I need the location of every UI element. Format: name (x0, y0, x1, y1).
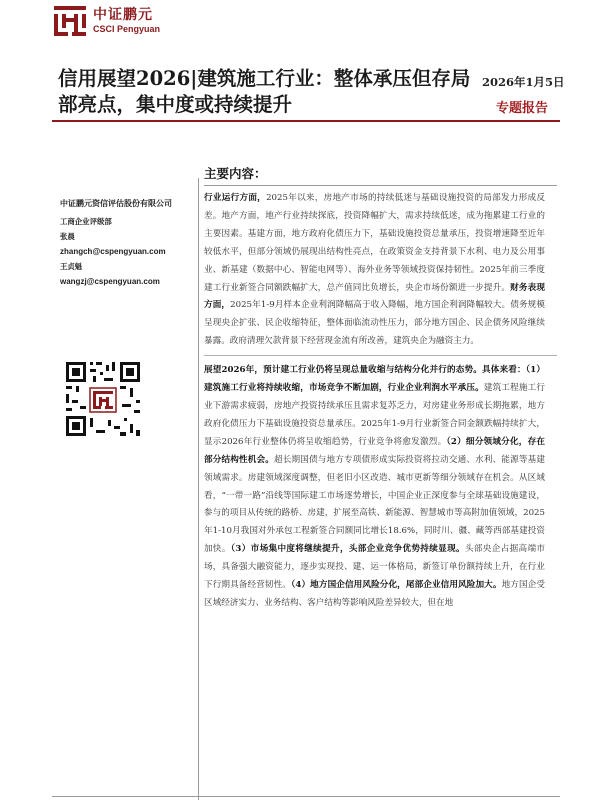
logo-english-name: CSCI Pengyuan (93, 24, 161, 34)
vertical-divider (198, 178, 199, 800)
paragraph-industry-operation (204, 190, 545, 351)
report-title: 信用展望2026|建筑施工行业：整体承压但存局部亮点，集中度或持续提升 (58, 67, 471, 116)
company-logo (54, 6, 160, 36)
report-date: 2026年1月5日 (482, 75, 565, 89)
qr-code-icon (64, 360, 142, 438)
paragraph-divider (204, 355, 557, 356)
content-divider (204, 185, 557, 186)
footer-divider (52, 796, 560, 797)
sidebar-info (60, 196, 200, 289)
outlook-text-3: 头部央企占据高端市场，具备强大融资能力，逐步实现投、建、运一体格局，新签订单份额持续上升，在行业下行期具备经营韧性。 (204, 544, 545, 591)
outlook-text-2: 超长期国债与地方专项债形成实际投资将拉动交通、水利、能源等基建领域需求。房建领域深度调整，但老旧小区改造、城市更新等细分领域存在机会。从区域看，“一带一路”沿线等国际建工市场逐势增长，中国企业正深度参与全球基础设施建设，参与的项目从传统的路桥、房建，扩展至高铁、新能源、智慧城市等高附加值领域，2025年1-10月我国对外承包工程新签合同额同比增长18.6%，同时川、疆、藏等西部基建投资加快。 (204, 454, 545, 555)
report-type: 专题报告 (496, 101, 549, 116)
analyst-email[interactable]: wangzj@cspengyuan.com (60, 277, 160, 286)
lead-industry-operation: 行业运行方面， (204, 193, 267, 203)
text-industry-operation: 2025年以来，房地产市场的持续低迷与基础设施投资的局部发力形成反差。地产方面，地产行业持续探底，投资降幅扩大，需求持续低迷，成为拖累建工行业的主要因素。基建方面，地方政府化债压力下，基础设施投资总量承压，投资增速降至近年较低水平，但部分领域仍展现出结构性亮点，在政策资金支持背景下水利、电力及公用事业、新基建（数据中心、智能电网等）、海外业务等领域投资保持韧性。2025年前三季度建工行业新签合同额跌幅扩大，总产值同比负增长，央企市场份额进一步提升。 (204, 193, 545, 293)
paragraph-outlook (204, 362, 545, 613)
text-financial-performance: 2025年1-9月样本企业利润降幅高于收入降幅，地方国企利润降幅较大。债务规模呈现央企扩张、民企收缩特征，整体面临流动性压力，部分地方国企、民企债务风险继续暴露。政府清理欠款背景下经营现金流有所改善，建筑央企为融资主力。 (204, 300, 545, 347)
outlook-text-1: 建筑工程施工行业下游需求疲弱，房地产投资持续承压且需求复苏乏力，对房建业务形成长期拖累，地方政府化债压力下基础设施投资总量承压。2025年1-9月行业新签合同金额跌幅持续扩大，显示2026年行业整体仍将呈收缩趋势，行业竞争将愈发激烈。 (204, 383, 545, 447)
qr-code (64, 360, 142, 442)
analyst-name: 王贞魁 (60, 262, 83, 271)
main-content-heading: 主要内容： (204, 166, 267, 181)
main-content (204, 190, 545, 613)
analyst-email[interactable]: zhangch@cspengyuan.com (60, 247, 166, 256)
outlook-point-3: （3）市场集中度将继续提升，头部企业竞争优势持续显现。 (230, 544, 465, 555)
header-divider (52, 120, 560, 122)
lead-financial-performance: 财务表现方面， (204, 282, 545, 311)
outlook-point-2: （2）细分领域分化，存在部分结构性机会。 (204, 436, 545, 465)
outlook-point-1: （1）建筑施工行业将持续收缩，市场竞争不断加剧，行业企业利润水平承压。 (204, 365, 546, 394)
logo-chinese-name: 中证鹏元 (93, 7, 153, 23)
pengyuan-logo-icon (54, 6, 86, 36)
outlook-text-4: 地方国企受区域经济实力、业务结构、客户结构等影响风险差异较大，但在地 (204, 580, 545, 608)
outlook-point-4: （4）地方国企信用风险分化，尾部企业信用风险加大。 (291, 580, 502, 591)
analyst-name: 张晨 (60, 232, 75, 241)
organization-name: 中证鹏元资信评估股份有限公司 (60, 199, 172, 208)
lead-outlook: 展望2026年，预计建工行业仍将呈现总量收缩与结构分化并行的态势。具体来看： (204, 365, 526, 376)
department-name: 工商企业评级部 (60, 217, 112, 226)
